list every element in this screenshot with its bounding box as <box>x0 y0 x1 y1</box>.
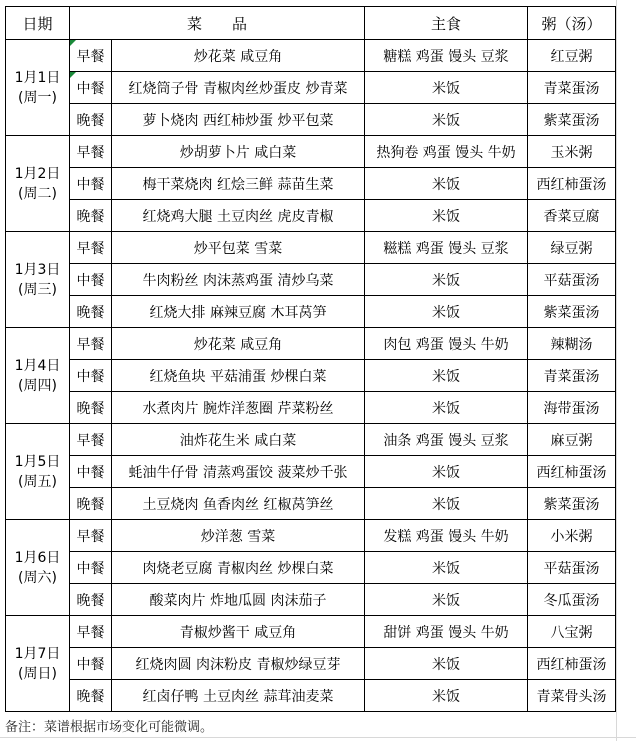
meal-row <box>6 264 616 296</box>
soup-cell: 八宝粥 <box>528 616 616 648</box>
staple-cell: 热狗卷 鸡蛋 馒头 牛奶 <box>365 136 528 168</box>
date-label: 1月6日 <box>14 549 61 566</box>
staple-cell: 米饭 <box>365 456 528 488</box>
dishes-cell: 萝卜烧肉 西红柿炒蛋 炒平包菜 <box>112 104 365 136</box>
dishes-cell: 梅干菜烧肉 红烩三鲜 蒜苗生菜 <box>112 168 365 200</box>
meal-row <box>6 424 616 456</box>
weekday-label: (周六) <box>18 569 57 586</box>
meal-cell: 晚餐 <box>70 488 112 520</box>
meal-cell: 早餐 <box>70 232 112 264</box>
meal-row <box>6 40 616 72</box>
soup-cell: 辣糊汤 <box>528 328 616 360</box>
dishes-cell: 炒花菜 咸豆角 <box>112 40 365 72</box>
dishes-cell: 红卤仔鸭 土豆肉丝 蒜茸油麦菜 <box>112 680 365 712</box>
soup-cell: 海带蛋汤 <box>528 392 616 424</box>
soup-cell: 平菇蛋汤 <box>528 264 616 296</box>
meal-row <box>6 680 616 712</box>
dishes-cell: 肉烧老豆腐 青椒肉丝 炒棵白菜 <box>112 552 365 584</box>
date-label: 1月3日 <box>14 261 61 278</box>
staple-cell: 米饭 <box>365 104 528 136</box>
staple-cell: 肉包 鸡蛋 馒头 牛奶 <box>365 328 528 360</box>
staple-cell: 米饭 <box>365 648 528 680</box>
meal-cell: 晚餐 <box>70 296 112 328</box>
dishes-cell: 土豆烧肉 鱼香肉丝 红椒莴笋丝 <box>112 488 365 520</box>
header-dishes: 菜 品 <box>70 7 365 40</box>
dishes-cell: 牛肉粉丝 肉沫蒸鸡蛋 清炒乌菜 <box>112 264 365 296</box>
meal-cell: 中餐 <box>70 648 112 680</box>
dishes-cell: 炒花菜 咸豆角 <box>112 328 365 360</box>
date-cell <box>6 520 70 616</box>
soup-cell: 紫菜蛋汤 <box>528 104 616 136</box>
meal-cell: 中餐 <box>70 264 112 296</box>
date-cell <box>6 616 70 712</box>
meal-cell: 晚餐 <box>70 392 112 424</box>
dishes-cell: 油炸花生米 咸白菜 <box>112 424 365 456</box>
staple-cell: 米饭 <box>365 72 528 104</box>
weekday-label: (周四) <box>18 377 57 394</box>
meal-cell: 晚餐 <box>70 200 112 232</box>
date-cell <box>6 136 70 232</box>
dishes-cell: 蚝油牛仔骨 清蒸鸡蛋饺 菠菜炒千张 <box>112 456 365 488</box>
staple-cell: 甜饼 鸡蛋 馒头 牛奶 <box>365 616 528 648</box>
dishes-cell: 炒洋葱 雪菜 <box>112 520 365 552</box>
soup-cell: 玉米粥 <box>528 136 616 168</box>
staple-cell: 油条 鸡蛋 馒头 豆浆 <box>365 424 528 456</box>
meal-cell: 早餐 <box>70 136 112 168</box>
meal-row <box>6 648 616 680</box>
date-label: 1月4日 <box>14 357 61 374</box>
cell-marker <box>70 40 76 46</box>
staple-cell: 米饭 <box>365 552 528 584</box>
staple-cell: 发糕 鸡蛋 馒头 牛奶 <box>365 520 528 552</box>
soup-cell: 麻豆粥 <box>528 424 616 456</box>
soup-cell: 青菜蛋汤 <box>528 72 616 104</box>
dishes-cell: 红烧鸡大腿 土豆肉丝 虎皮青椒 <box>112 200 365 232</box>
header-date: 日期 <box>6 7 70 40</box>
dishes-cell: 红烧鱼块 平菇浦蛋 炒棵白菜 <box>112 360 365 392</box>
soup-cell: 紫菜蛋汤 <box>528 296 616 328</box>
meal-cell: 早餐 <box>70 424 112 456</box>
meal-row <box>6 392 616 424</box>
meal-cell: 早餐 <box>70 520 112 552</box>
date-cell <box>6 232 70 328</box>
staple-cell: 米饭 <box>365 584 528 616</box>
meal-cell: 早餐 <box>70 40 112 72</box>
date-label: 1月5日 <box>14 453 61 470</box>
staple-cell: 米饭 <box>365 296 528 328</box>
footer-note: 备注：菜谱根据市场变化可能微调。 <box>5 720 214 735</box>
staple-cell: 米饭 <box>365 680 528 712</box>
meal-row <box>6 488 616 520</box>
meal-cell: 中餐 <box>70 552 112 584</box>
soup-cell: 平菇蛋汤 <box>528 552 616 584</box>
staple-cell: 糍糕 鸡蛋 馒头 豆浆 <box>365 232 528 264</box>
header-soup: 粥（汤） <box>528 7 616 40</box>
meal-row <box>6 296 616 328</box>
soup-cell: 西红柿蛋汤 <box>528 168 616 200</box>
meal-cell: 中餐 <box>70 456 112 488</box>
meal-row <box>6 520 616 552</box>
meal-row <box>6 552 616 584</box>
meal-cell: 早餐 <box>70 328 112 360</box>
meal-cell: 晚餐 <box>70 104 112 136</box>
dishes-cell: 酸菜肉片 炸地瓜圆 肉沫茄子 <box>112 584 365 616</box>
soup-cell: 绿豆粥 <box>528 232 616 264</box>
dishes-cell: 炒胡萝卜片 咸白菜 <box>112 136 365 168</box>
meal-row <box>6 104 616 136</box>
sheet-gridline <box>0 737 636 738</box>
date-cell <box>6 424 70 520</box>
date-cell <box>6 40 70 136</box>
meal-row <box>6 584 616 616</box>
meal-row <box>6 360 616 392</box>
header-staple: 主食 <box>365 7 528 40</box>
weekly-menu-table <box>5 6 616 712</box>
dishes-cell: 红烧筒子骨 青椒肉丝炒蛋皮 炒青菜 <box>112 72 365 104</box>
date-label: 1月7日 <box>14 645 61 662</box>
soup-cell: 小米粥 <box>528 520 616 552</box>
dishes-cell: 炒平包菜 雪菜 <box>112 232 365 264</box>
meal-row <box>6 232 616 264</box>
meal-cell: 晚餐 <box>70 680 112 712</box>
meal-row <box>6 456 616 488</box>
meal-row <box>6 200 616 232</box>
weekday-label: (周二) <box>18 185 57 202</box>
meal-cell: 中餐 <box>70 168 112 200</box>
soup-cell: 冬瓜蛋汤 <box>528 584 616 616</box>
dishes-cell: 水煮肉片 腕炸洋葱圈 芹菜粉丝 <box>112 392 365 424</box>
meal-row <box>6 136 616 168</box>
meal-row <box>6 72 616 104</box>
staple-cell: 米饭 <box>365 360 528 392</box>
weekday-label: (周日) <box>18 665 57 682</box>
meal-cell: 中餐 <box>70 360 112 392</box>
meal-cell: 中餐 <box>70 72 112 104</box>
meal-cell: 晚餐 <box>70 584 112 616</box>
staple-cell: 米饭 <box>365 200 528 232</box>
staple-cell: 米饭 <box>365 488 528 520</box>
soup-cell: 西红柿蛋汤 <box>528 648 616 680</box>
soup-cell: 西红柿蛋汤 <box>528 456 616 488</box>
meal-row <box>6 616 616 648</box>
date-cell <box>6 328 70 424</box>
dishes-cell: 红烧大排 麻辣豆腐 木耳莴笋 <box>112 296 365 328</box>
dishes-cell: 青椒炒酱干 咸豆角 <box>112 616 365 648</box>
staple-cell: 糖糕 鸡蛋 馒头 豆浆 <box>365 40 528 72</box>
soup-cell: 紫菜蛋汤 <box>528 488 616 520</box>
cell-marker <box>70 72 76 78</box>
weekday-label: (周五) <box>18 473 57 490</box>
meal-row <box>6 328 616 360</box>
staple-cell: 米饭 <box>365 392 528 424</box>
soup-cell: 红豆粥 <box>528 40 616 72</box>
date-label: 1月2日 <box>14 165 61 182</box>
soup-cell: 香菜豆腐 <box>528 200 616 232</box>
soup-cell: 青菜蛋汤 <box>528 360 616 392</box>
dishes-cell: 红烧肉圆 肉沫粉皮 青椒炒绿豆芽 <box>112 648 365 680</box>
sheet-gridline <box>616 0 617 741</box>
staple-cell: 米饭 <box>365 168 528 200</box>
meal-row <box>6 168 616 200</box>
soup-cell: 青菜骨头汤 <box>528 680 616 712</box>
staple-cell: 米饭 <box>365 264 528 296</box>
weekday-label: (周三) <box>18 281 57 298</box>
meal-cell: 早餐 <box>70 616 112 648</box>
weekday-label: (周一) <box>18 89 57 106</box>
header-row <box>6 7 616 40</box>
date-label: 1月1日 <box>14 69 61 86</box>
